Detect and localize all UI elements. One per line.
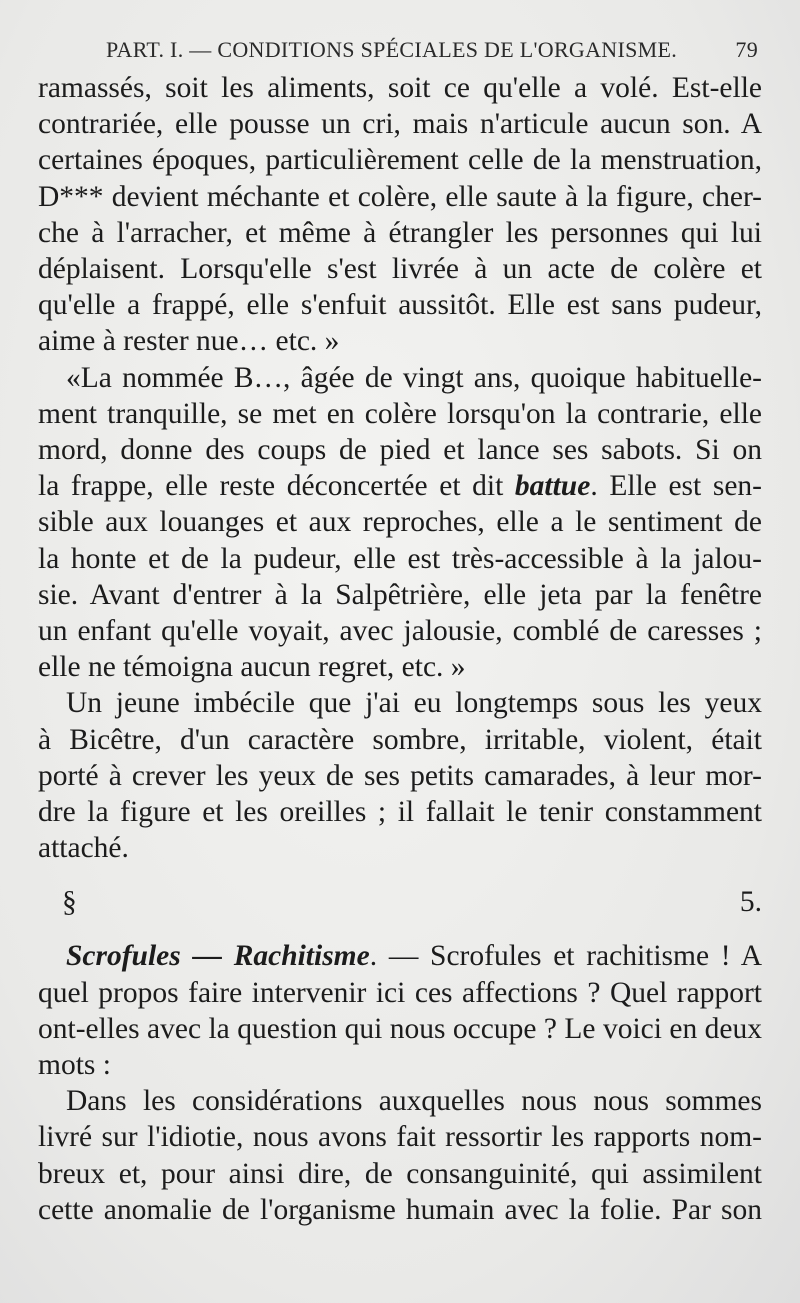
text-line: aime à rester nue… etc. » bbox=[38, 325, 340, 358]
text-line: Dans les considérations auxquelles nous nous sommes bbox=[66, 1085, 762, 1118]
running-header bbox=[38, 30, 762, 70]
paragraph-4 bbox=[38, 938, 762, 1083]
text-line: ramassés, soit les aliments, soit ce qu'elle a volé. Est-elle bbox=[38, 72, 762, 104]
text-line: che à l'arracher, et même à étrangler les personnes qui lui bbox=[38, 216, 762, 249]
text-line: porté à crever les yeux de ses petits camarades, à leur mor- bbox=[38, 759, 762, 792]
text-line: certaines époques, particulièrement celle de la menstruation, bbox=[38, 144, 762, 177]
text-line: à Bicêtre, d'un caractère sombre, irritable, violent, était bbox=[38, 723, 762, 756]
text-line: un enfant qu'elle voyait, avec jalousie, comblé de caresses ; bbox=[38, 615, 762, 648]
page-body bbox=[38, 70, 762, 1228]
paragraph-1 bbox=[38, 70, 762, 360]
text-line: quel propos faire intervenir ici ces affections ? Quel rapport bbox=[38, 976, 762, 1009]
paragraph-2 bbox=[38, 360, 762, 686]
text-line: ont-elles avec la question qui nous occupe ? Le voici en deux bbox=[38, 1012, 762, 1045]
text-line bbox=[38, 468, 762, 504]
text-line: contrariée, elle pousse un cri, mais n'articule aucun son. A bbox=[38, 108, 762, 141]
text-line: sible aux louanges et aux reproches, elle a le sentiment de bbox=[38, 506, 762, 539]
text-line: livré sur l'idiotie, nous avons fait ressortir les rapports nom- bbox=[38, 1121, 762, 1154]
text-line: la honte et de la pudeur, elle est très-accessible à la jalou- bbox=[38, 542, 762, 575]
page-number: 79 bbox=[735, 37, 758, 62]
text-line: déplaisent. Lorsqu'elle s'est livrée à un acte de colère et bbox=[38, 253, 762, 286]
text-line: D*** devient méchante et colère, elle saute à la figure, cher- bbox=[38, 180, 762, 213]
paragraph-5 bbox=[38, 1083, 762, 1228]
text-line: «La nommée B…, âgée de vingt ans, quoique habituelle- bbox=[66, 361, 762, 394]
text-segment: . — Scrofules et rachitisme ! A bbox=[369, 940, 763, 973]
running-title: PART. I. — CONDITIONS SPÉCIALES DE L'ORGANISME. bbox=[106, 37, 678, 62]
text-line bbox=[38, 938, 762, 974]
text-line: breux et, pour ainsi dire, de consanguinité, qui assimilent bbox=[38, 1157, 762, 1190]
text-segment: — bbox=[180, 940, 234, 973]
text-segment: . Elle est sen- bbox=[590, 470, 762, 503]
text-line: cette anomalie de l'organisme humain avec la folie. Par son bbox=[38, 1193, 762, 1226]
text-line: ment tranquille, se met en colère lorsqu'on la contrarie, elle bbox=[38, 397, 762, 430]
section-topic-1: Scrofules bbox=[66, 940, 181, 973]
emphasis-word: battue bbox=[514, 470, 591, 503]
text-line: mord, donne des coups de pied et lance ses sabots. Si on bbox=[38, 434, 762, 467]
section-heading: § 5. bbox=[62, 886, 762, 919]
text-segment: la frappe, elle reste déconcertée et dit bbox=[38, 470, 515, 503]
text-line: attaché. bbox=[38, 832, 129, 865]
section-topic-2: Rachitisme bbox=[233, 940, 370, 973]
text-line: Un jeune imbécile que j'ai eu longtemps sous les yeux bbox=[66, 687, 762, 720]
text-line: qu'elle a frappé, elle s'enfuit aussitôt. Elle est sans pudeur, bbox=[38, 289, 762, 322]
paragraph-3 bbox=[38, 685, 762, 866]
text-line: mots : bbox=[38, 1049, 111, 1082]
text-line: sie. Avant d'entrer à la Salpêtrière, elle jeta par la fenêtre bbox=[38, 578, 762, 611]
text-line: elle ne témoigna aucun regret, etc. » bbox=[38, 651, 466, 684]
text-line: dre la figure et les oreilles ; il fallait le tenir constamment bbox=[38, 796, 762, 829]
